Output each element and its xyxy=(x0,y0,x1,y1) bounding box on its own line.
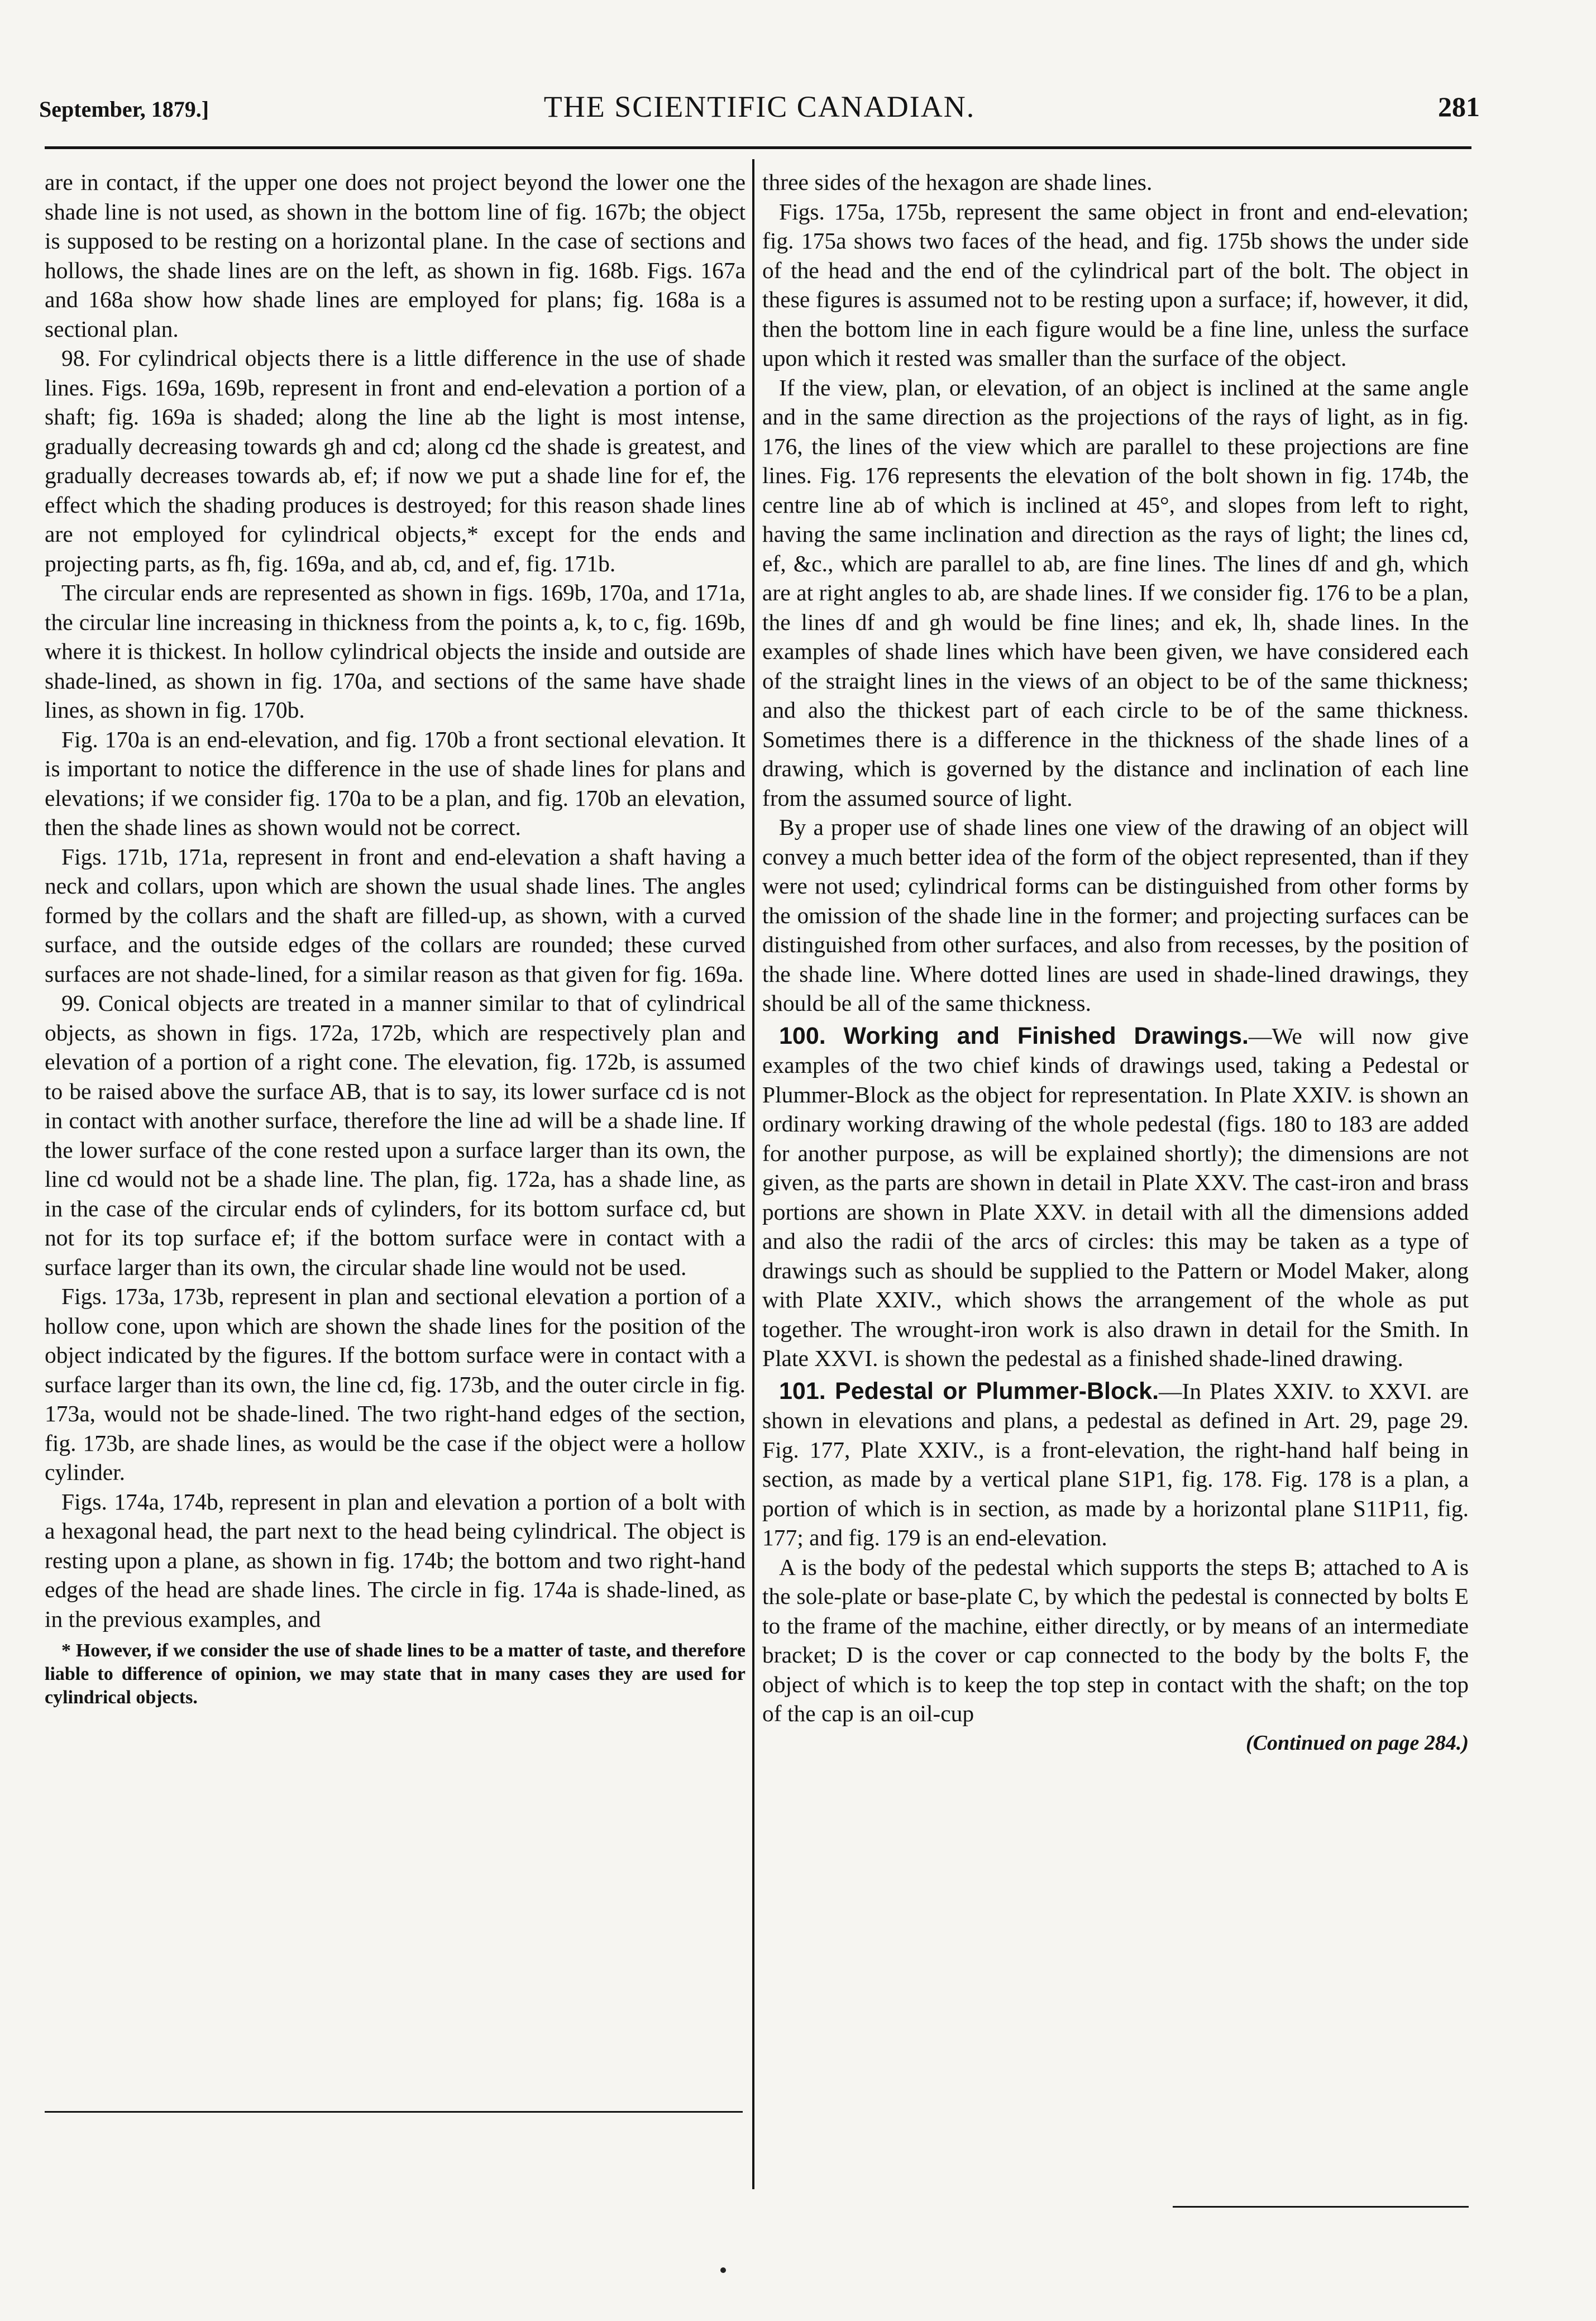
paragraph: If the view, plan, or elevation, of an object is inclined at the same angle and in the same direction as the projections of the rays of light, as in fig. 176, the lines of the view which are parallel to these projections are fine lines. Fig. 176 represents the elevation of the bolt shown in fig. 174b, the centre line ab of which is inclined at 45°, and slopes from left to right, having the same inclination and direction as the rays of light; the lines cd, ef, &c., which are parallel to ab, are fine lines. The lines df and gh, which are at right angles to ab, are shade lines. If we consider fig. 176 to be a plan, the lines df and gh would be fine lines; and ek, lh, shade lines. In the examples of shade lines which have been given, we have considered each of the straight lines in the views of an object to be of the same thickness; and also the thickest part of each circle to be of the same thickness. Sometimes there is a difference in the thickness of the shade lines of a drawing, which is governed by the distance and inclination of each line from the assumed source of light. xyxy=(762,374,1469,811)
paragraph: Figs. 174a, 174b, represent in plan and elevation a portion of a bolt with a hexagonal head, the part next to the head being cylindrical. The object is resting upon a plane, as shown in fig. 174b; the bottom and two right-hand edges of the head are shade lines. The circle in fig. 174a is shade-lined, as in the previous examples, and xyxy=(45,1488,746,1632)
page-number: 281 xyxy=(1438,91,1480,122)
paragraph: are in contact, if the upper one does not project beyond the lower one the shade line is not used, as shown in the bottom line of fig. 167b; the object is supposed to be resting on a horizontal plane. In the case of sections and hollows, the shade lines are on the left, as shown in fig. 168b. Figs. 167a and 168a show how shade lines are employed for plans; fig. 168a is a sectional plan. xyxy=(45,169,746,342)
column-divider xyxy=(752,159,754,2189)
ink-dot xyxy=(720,2267,726,2273)
paragraph: 98. For cylindrical objects there is a little difference in the use of shade lines. Figs. 169a, 169b, represent in front and end-elevation a portion of a shaft; fig. 169a is shaded; along the line ab the light is most intense, gradually decreasing towards gh and cd; along cd the shade is greatest, and gradually decreases towards ab, ef; if now we put a shade line for ef, the effect which the shading produces is destroyed; for this reason shade lines are not employed for cylindrical objects,* except for the ends and projecting parts, as fh, fig. 169a, and ab, cd, and ef, fig. 171b. xyxy=(45,345,746,576)
paragraph: The circular ends are represented as shown in figs. 169b, 170a, and 171a, the circular line increasing in thickness from the points a, k, to c, fig. 169b, where it is thickest. In hollow cylindrical objects the inside and outside are shade-lined, as shown in fig. 170a, and sections of the same have shade lines, as shown in fig. 170b. xyxy=(45,580,746,723)
footnote-rule xyxy=(45,2111,743,2113)
paragraph: By a proper use of shade lines one view of the drawing of an object will convey a much better idea of the form of the object represented, than if they were not used; cylindrical forms can be distinguished from other forms by the omission of the shade line in the former; and projecting surfaces can be distinguished from other surfaces, and also from recesses, by the position of the shade line. Where dotted lines are used in shade-lined drawings, they should be all of the same thickness. xyxy=(762,814,1469,1016)
bottom-rule-right xyxy=(1173,2206,1469,2208)
continued-note: (Continued on page 284.) xyxy=(1245,1731,1469,1755)
section-text: —In Plates XXIV. to XXVI. are shown in elevations and plans, a pedestal as defined in Art. 29, page 29. Fig. 177, Plate XXIV., is a front-elevation, the right-hand half being in section, as made by a vertical plane S1P1, fig. 178. Fig. 178 is a plan, a portion of which is in section, as made by a horizontal plane S11P11, fig. 177; and fig. 179 is an end-elevation. xyxy=(762,1378,1469,1550)
issue-date: September, 1879.] xyxy=(39,97,209,122)
section-text: —We will now give examples of the two chief kinds of drawings used, taking a Pedestal or Plummer-Block as the object for representation. In Plate XXIV. is shown an ordinary working drawing of the whole pedestal (figs. 180 to 183 are added for another purpose, as will be explained shortly); the dimensions are not given, as the parts are shown in detail in Plate XXV. The cast-iron and brass portions are shown in Plate XXV. in detail with all the dimensions added and also the radii of the arcs of circles: this may be taken as a type of drawings such as should be supplied to the Pattern or Model Maker, along with Plate XXIV., which shows the arrangement of the whole as put together. The wrought-iron work is also drawn in detail for the Smith. In Plate XXVI. is shown the pedestal as a finished shade-lined drawing. xyxy=(762,1023,1469,1371)
section-heading: 101. Pedestal or Plummer-Block. xyxy=(779,1377,1159,1405)
section-heading: 100. Working and Finished Drawings. xyxy=(779,1022,1249,1049)
left-column xyxy=(45,168,746,1709)
paragraph: Figs. 175a, 175b, represent the same object in front and end-elevation; fig. 175a shows two faces of the head, and fig. 175b shows the under side of the head and the end of the cylindrical part of the bolt. The object in these figures is assumed not to be resting upon a surface; if, however, it did, then the bottom line in each figure would be a fine line, unless the surface upon which it rested was smaller than the surface of the object. xyxy=(762,198,1469,371)
paragraph: three sides of the hexagon are shade lines. xyxy=(762,169,1153,195)
page-header xyxy=(39,84,1480,128)
section-paragraph xyxy=(762,1377,1469,1553)
header-rule xyxy=(45,146,1471,149)
footnote: * However, if we consider the use of shade lines to be a matter of taste, and therefore liable to difference of opinion, we may state that in many cases they are used for cylindrical objects. xyxy=(45,1640,746,1708)
publication-title: THE SCIENTIFIC CANADIAN. xyxy=(543,90,976,123)
paragraph: Figs. 171b, 171a, represent in front and end-elevation a shaft having a neck and collars, upon which are shown the usual shade lines. The angles formed by the collars and the shaft are filled-up, as shown, with a curved surface, and the outside edges of the collars are rounded; these curved surfaces are not shade-lined, for a similar reason as that given for fig. 169a. xyxy=(45,843,746,987)
paragraph: 99. Conical objects are treated in a manner similar to that of cylindrical objects, as shown in figs. 172a, 172b, which are respectively plan and elevation of a portion of a right cone. The elevation, fig. 172b, is assumed to be raised above the surface AB, that is to say, its lower surface cd is not in contact with another surface, therefore the line ad will be a shade line. If the lower surface of the cone rested upon a surface larger than its own, the line cd would not be a shade line. The plan, fig. 172a, has a shade line, as in the case of the circular ends of cylinders, for its bottom surface cd, but not for its top surface ef; if the bottom surface were in contact with a surface larger than its own, the circular shade line would not be used. xyxy=(45,990,746,1280)
section-paragraph xyxy=(762,1021,1469,1373)
paragraph: Figs. 173a, 173b, represent in plan and sectional elevation a portion of a hollow cone, upon which are shown the shade lines for the position of the object indicated by the figures. If the bottom surface were in contact with a surface larger than its own, the line cd, fig. 173b, and the outer circle in fig. 173a, would not be shade-lined. The two right-hand edges of the section, fig. 173b, are shade lines, as would be the case if the object were a hollow cylinder. xyxy=(45,1283,746,1485)
right-column xyxy=(762,168,1469,1758)
paragraph: A is the body of the pedestal which supports the steps B; attached to A is the sole-plate or base-plate C, by which the pedestal is connected by bolts E to the frame of the machine, either directly, or by means of an intermediate bracket; D is the cover or cap connected to the body by the bolts F, the object of which is to keep the top step in contact with the shaft; on the top of the cap is an oil-cup xyxy=(762,1554,1469,1726)
paragraph: Fig. 170a is an end-elevation, and fig. 170b a front sectional elevation. It is important to notice the difference in the use of shade lines for plans and elevations; if we consider fig. 170a to be a plan, and fig. 170b an elevation, then the shade lines as shown would not be correct. xyxy=(45,726,746,840)
